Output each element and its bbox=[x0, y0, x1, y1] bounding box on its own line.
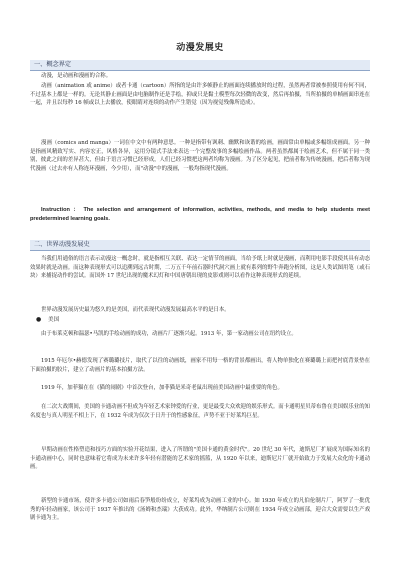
document-title: 动漫发展史 bbox=[176, 43, 224, 53]
bullet-icon: ● bbox=[36, 316, 42, 323]
paragraph: 1919 年，加菲猫在在《猫的闹剧》中首次登台，加菲猫是米奇老鼠出现前美国动画中最重要的角色。 bbox=[41, 385, 283, 391]
paragraph-instruction: Instruction ： The selection and arrangement of information, activities, methods, and media to help students meet predetermined learning goals. bbox=[30, 207, 370, 222]
paragraph: 早期动画在性格塑造和技巧方面的实验开花结果，进入了所谓的"美国卡通的黄金时代"。20 世纪 30 年代，迪斯尼厂扩展成为国际知名的卡通动画中心，同时也意味着它将成为未来许多年轻有潜能的艺术家的摇篮，从 1920 年以来，迪斯尼片厂就开始致力于发展大众化的卡通动画。 bbox=[30, 447, 370, 471]
bullet-label: 美国 bbox=[48, 317, 60, 323]
section-heading-concept: 一、概念界定 bbox=[30, 60, 370, 70]
paragraph: 世界动漫发展历史最为悠久的是美国，而代表现代动漫发展最高水平的是日本。 bbox=[41, 307, 230, 313]
paragraph: 1915 年厄尔•赫德发现了赛璐璐技片，取代了以往的动画纸，画家不用每一格的背景都画出，将人物单独化在赛璐璐上而把衬底背景垫在下面拍摄的胶片，建立了动画片的基本拍摄方法。 bbox=[30, 358, 370, 373]
section-divider bbox=[30, 70, 370, 71]
paragraph: 动漫，是动画和漫画的合称。 bbox=[41, 73, 112, 79]
paragraph: 动画（animation 或 anime）或者卡通（cartoon）所指的是由许多帧静止的画面连续播放时的过程，虽然两者常被参照使用有何不同，不过基本上都是一样的。无论其静止画面是由电脑制作还是手绘，抑或只是黏土模型每次轻微的改变，然后再拍摄，当所拍摄的单帧画面串连在一起，并且以每秒 16 帧或以上去播放，使眼睛对连续的动作产生错觉（因为视觉残像所造成）。 bbox=[30, 83, 370, 107]
paragraph: 新型的卡通市场，使许多卡通公司如雨后春笋般纷纷成立，好莱坞成为动画工业的中心。如 1930 年成立的凡伯伦制片厂，阿罗了一批优秀的年轻动画家，该公司于 1937 年推出的《汤姆和杰瑞》大获成功。此外，华纳制片公司则在 1934 年成立动画部，迎合大众需要以生产戏剧卡通为主。 bbox=[30, 498, 370, 522]
paragraph: 漫画（comics and manga）一词在中文中有两种意思。一种是指带有讽刺、幽默和诙谐的绘画，画面常由单幅或多幅组成画面。另一种是指画风精致写实、内容宏正，风格各异，运用分镜式手法来表达一个完整故事的多幅绘画作品。两者虽然都属于绘画艺术，但不属于同一类别，彼此之间的差异甚大，但由于语言习惯已经形成，人们已经习惯把这两者均称为漫画。为了区分起见，把前者称为传统漫画，把后者称为现代漫画（过去亦有人称连环漫画，今少用），而"动漫"中的漫画，一般均指现代漫画。 bbox=[30, 140, 370, 172]
section-heading-world-history: 二、世界动漫发展史 bbox=[30, 240, 370, 250]
paragraph: 当我们用通俗的语言表示动漫这一概念时，就是指相互关联、表达一定情节的画面，当给予纸上时就是漫画，而利用电影手段使其具有动态效果时就是动画。而这种表现形式可以追溯到远古时期，二万五千年前石器时代洞穴画上就有系列的野牛奔跑分析图，这是人类试图用笔（或石块）来捕捉动作的尝试。而国外 17 世纪出现的魔术幻灯和中国唐朝出现的皮影戏则可以看作这种表现形式的延续。 bbox=[30, 256, 370, 280]
section-divider bbox=[30, 250, 370, 251]
paragraph: 在二次大战期间，美国的卡通动画不但成为年轻艺术家钟爱的行业，更是最受大众欢迎的娱乐形式。而卡通明星贝蒂布鲁在美国娱乐业的知名度也与真人明星不相上下，在 1932 年成为仅次于日升于的性感象征，声势不亚于好莱坞巨星。 bbox=[30, 404, 370, 419]
paragraph: 由于布莱克顿和温瑟•马凯的手绘动画的成功，动画片厂逐渐兴起。1913 年，第一家动画公司在纽约设立。 bbox=[41, 331, 297, 337]
